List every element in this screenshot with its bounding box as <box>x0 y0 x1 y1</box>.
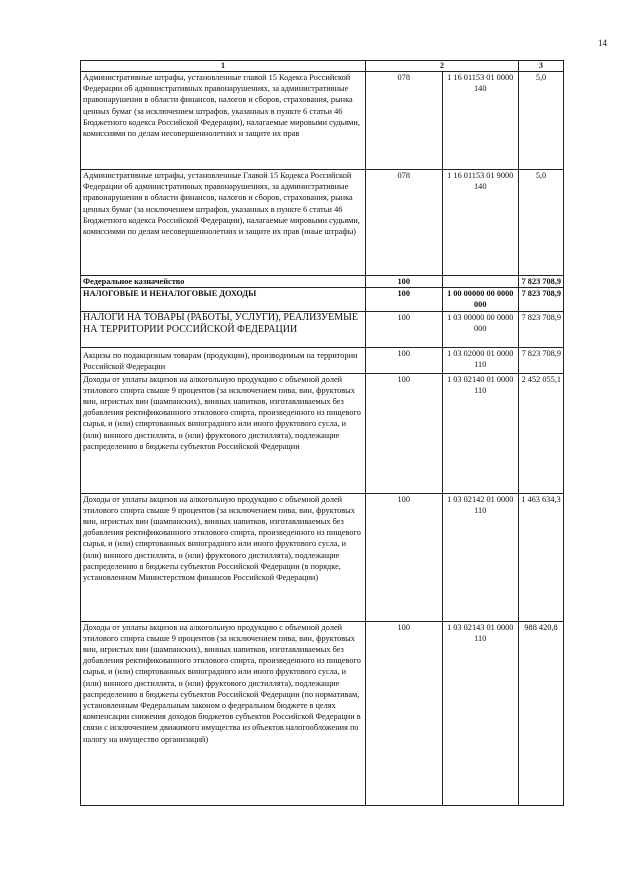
row-amount: 7 823 708,9 <box>519 347 564 373</box>
row-budget-code: 1 03 02000 01 0000 110 <box>442 347 519 373</box>
header-col-2: 2 <box>366 61 519 72</box>
row-admin-code: 100 <box>366 276 443 288</box>
row-admin-code: 100 <box>366 493 443 621</box>
row-amount: 1 463 634,3 <box>519 493 564 621</box>
table-row <box>81 493 564 621</box>
row-amount: 7 823 708,9 <box>519 276 564 288</box>
row-budget-code: 1 00 00000 00 0000 000 <box>442 288 519 311</box>
row-amount: 5,0 <box>519 170 564 276</box>
row-budget-code: 1 03 02143 01 0000 110 <box>442 621 519 805</box>
row-budget-code: 1 03 02140 01 0000 110 <box>442 373 519 493</box>
row-amount: 5,0 <box>519 72 564 170</box>
row-name: НАЛОГИ НА ТОВАРЫ (РАБОТЫ, УСЛУГИ), РЕАЛИЗУЕМЫЕ НА ТЕРРИТОРИИ РОССИЙСКОЙ ФЕДЕРАЦИИ <box>81 311 366 347</box>
table-row <box>81 621 564 805</box>
row-name: Доходы от уплаты акцизов на алкогольную продукцию с объемной долей этилового спирта свыше 9 процентов (за исключением пива, вин, фруктовых вин, игристых вин (шампанских), винных напитков, изготавливаемых без добавления ректификованного этилового спирта, произведенного из пищевого сырья, и (или) спиртованных виноградного или иного фруктового сусла, и (или) винного дистиллята, и (или) фруктового дистиллята), подлежащие распределению в бюджеты субъектов Российской Федерации (в порядке, установленном Министерством финансов Российской Федерации) <box>81 493 366 621</box>
row-name: Доходы от уплаты акцизов на алкогольную продукцию с объемной долей этилового спирта свыше 9 процентов (за исключением пива, вин, фруктовых вин, игристых вин (шампанских), винных напитков, изготавливаемых без добавления ректификованного этилового спирта, произведенного из пищевого сырья, и (или) спиртованных виноградного или иного фруктового сусла, и (или) винного дистиллята, и (или) фруктового дистиллята), подлежащие распределению в бюджеты субъектов Российской Федерации <box>81 373 366 493</box>
row-admin-code: 100 <box>366 311 443 347</box>
page-number: 14 <box>598 38 607 48</box>
table-row <box>81 311 564 347</box>
row-name: Административные штрафы, установленные Главой 15 Кодекса Российской Федерации об административных правонарушениях, за административные правонарушения в области финансов, налогов и сборов, страхования, рынка ценных бумаг (за исключением штрафов, указанных в пункте 6 статьи 46 Бюджетного кодекса Российской Федерации), налагаемые мировыми судьями, комиссиями по делам несовершеннолетних и защите их прав (иные штрафы) <box>81 170 366 276</box>
header-col-1: 1 <box>81 61 366 72</box>
row-amount: 988 420,8 <box>519 621 564 805</box>
table-row <box>81 72 564 170</box>
row-name: Административные штрафы, установленные главой 15 Кодекса Российской Федерации об административных правонарушениях, за административные правонарушения в области финансов, налогов и сборов, страхования, рынка ценных бумаг (за исключением штрафов, указанных в пункте 6 статьи 46 Бюджетного кодекса Российской Федерации), налагаемые мировыми судьями, комиссиями по делам несовершеннолетних и защите их прав <box>81 72 366 170</box>
row-amount: 7 823 708,9 <box>519 288 564 311</box>
row-budget-code: 1 16 01153 01 9000 140 <box>442 170 519 276</box>
row-amount: 7 823 708,9 <box>519 311 564 347</box>
row-name: Доходы от уплаты акцизов на алкогольную продукцию с объемной долей этилового спирта свыше 9 процентов (за исключением пива, вин, фруктовых вин, игристых вин (шампанских), винных напитков, изготавливаемых без добавления ректификованного этилового спирта, произведенного из пищевого сырья, и (или) спиртованных виноградного или иного фруктового сусла, и (или) винного дистиллята, и (или) фруктового дистиллята), подлежащие распределению в бюджеты субъектов Российской Федерации (по нормативам, установленным Федеральным законом о федеральном бюджете в целях компенсации снижения доходов бюджетов субъектов Российской Федерации в связи с исключением движимого имущества из объектов налогообложения по налогу на имущество организаций) <box>81 621 366 805</box>
row-budget-code: 1 03 00000 00 0000 000 <box>442 311 519 347</box>
row-budget-code <box>442 276 519 288</box>
row-name: Акцизы по подакцизным товарам (продукции), производимым на территории Российской Федерации <box>81 347 366 373</box>
table-header-row <box>81 61 564 72</box>
table-row <box>81 373 564 493</box>
header-col-3: 3 <box>519 61 564 72</box>
table-row <box>81 288 564 311</box>
row-admin-code: 078 <box>366 170 443 276</box>
row-admin-code: 100 <box>366 373 443 493</box>
row-budget-code: 1 03 02142 01 0000 110 <box>442 493 519 621</box>
table-row <box>81 347 564 373</box>
row-name: Федеральное казначейство <box>81 276 366 288</box>
row-budget-code: 1 16 01153 01 0000 140 <box>442 72 519 170</box>
row-admin-code: 078 <box>366 72 443 170</box>
table-row <box>81 276 564 288</box>
row-amount: 2 452 055,1 <box>519 373 564 493</box>
row-name: НАЛОГОВЫЕ И НЕНАЛОГОВЫЕ ДОХОДЫ <box>81 288 366 311</box>
row-admin-code: 100 <box>366 621 443 805</box>
table-row <box>81 170 564 276</box>
row-admin-code: 100 <box>366 288 443 311</box>
revenue-table <box>80 60 564 806</box>
row-admin-code: 100 <box>366 347 443 373</box>
